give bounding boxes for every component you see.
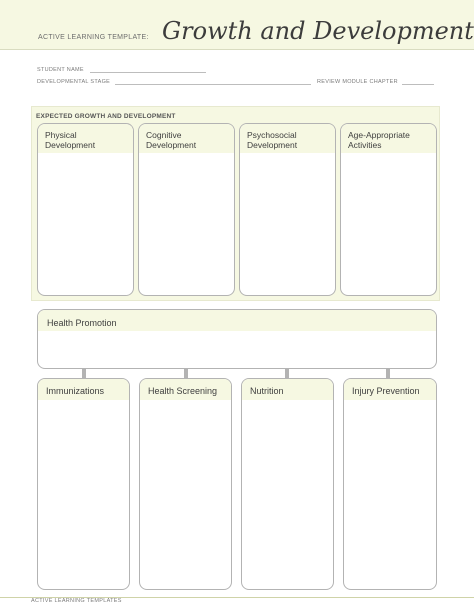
age-appropriate-activities-card[interactable] <box>340 123 437 296</box>
connector <box>386 369 390 378</box>
card-label: Cognitive Development <box>146 130 197 150</box>
card-header <box>139 124 234 153</box>
card-header <box>344 379 436 400</box>
card-label: Physical Development <box>45 130 96 150</box>
physical-development-card[interactable] <box>37 123 134 296</box>
health-promotion-box[interactable] <box>37 309 437 369</box>
card-header <box>240 124 335 153</box>
nutrition-card[interactable] <box>241 378 334 590</box>
footer-text: ACTIVE LEARNING TEMPLATES <box>31 598 122 604</box>
review-module-chapter-field[interactable] <box>402 84 434 85</box>
card-header <box>242 379 333 400</box>
developmental-stage-label: DEVELOPMENTAL STAGE <box>37 79 111 85</box>
card-header <box>140 379 231 400</box>
connector <box>285 369 289 378</box>
card-label: Health Screening <box>148 386 218 396</box>
health-screening-card[interactable] <box>139 378 232 590</box>
card-label: Nutrition <box>250 386 284 396</box>
card-label: Psychosocial Development <box>247 130 298 150</box>
card-header <box>38 124 133 153</box>
developmental-stage-field[interactable] <box>115 84 311 85</box>
review-module-chapter-label: REVIEW MODULE CHAPTER <box>317 79 398 85</box>
card-header <box>341 124 436 153</box>
cognitive-development-card[interactable] <box>138 123 235 296</box>
student-name-label: STUDENT NAME <box>37 67 84 73</box>
card-label: Immunizations <box>46 386 105 396</box>
psychosocial-development-card[interactable] <box>239 123 336 296</box>
immunizations-card[interactable] <box>37 378 130 590</box>
card-header <box>38 379 129 400</box>
connector <box>82 369 86 378</box>
expected-growth-heading: EXPECTED GROWTH AND DEVELOPMENT <box>36 113 176 120</box>
template-prefix: ACTIVE LEARNING TEMPLATE: <box>38 34 149 41</box>
connector <box>184 369 188 378</box>
health-promotion-label: Health Promotion <box>47 318 117 328</box>
card-label: Injury Prevention <box>352 386 420 396</box>
injury-prevention-card[interactable] <box>343 378 437 590</box>
card-label: Age-Appropriate Activities <box>348 130 410 150</box>
header-band <box>0 0 474 50</box>
student-name-field[interactable] <box>90 72 206 73</box>
page-title: Growth and Development <box>162 17 474 45</box>
health-promotion-header <box>38 310 436 331</box>
